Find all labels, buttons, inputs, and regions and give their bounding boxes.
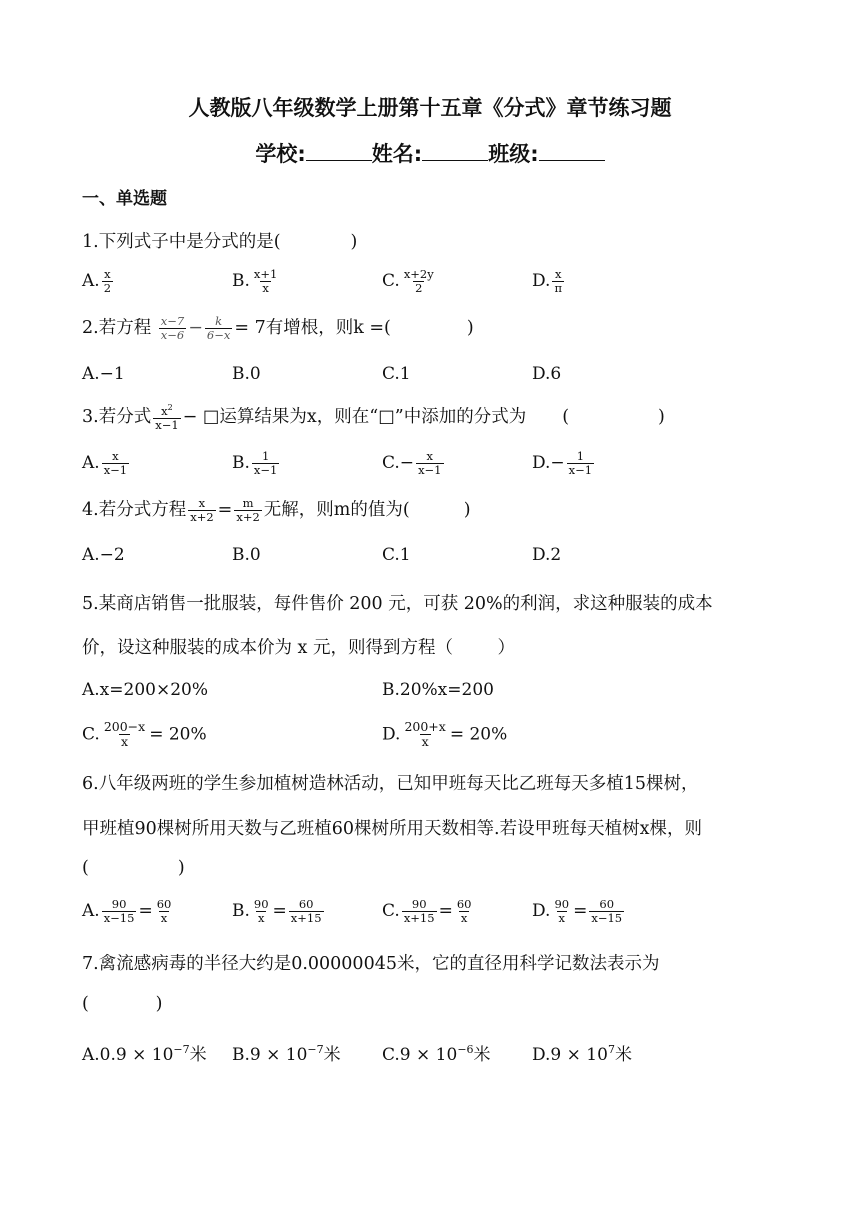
q6-option-c[interactable] [382, 898, 475, 925]
fraction [188, 497, 215, 524]
option-base: C.9 × 10 [382, 1045, 458, 1065]
denominator: x−1 [253, 463, 278, 478]
equals-sign: = [138, 901, 153, 922]
option-label: C.− [382, 453, 415, 474]
denominator: x+2 [190, 510, 214, 524]
option-rhs: = 20% [149, 724, 207, 745]
option-label: B. [232, 453, 250, 474]
fraction [252, 450, 279, 477]
q7-option-d[interactable] [532, 1040, 632, 1065]
q7-option-c[interactable] [382, 1040, 491, 1065]
fraction [289, 898, 324, 925]
q5-option-d[interactable] [382, 720, 507, 750]
option-base: B.9 × 10 [232, 1045, 308, 1065]
question-7-line-2: ( ) [82, 994, 163, 1014]
document-title: 人教版八年级数学上册第十五章《分式》章节练习题 [188, 96, 672, 120]
fraction [252, 898, 271, 925]
denominator: 2 [415, 281, 423, 296]
question-1-stem [82, 228, 357, 253]
section-heading: 一、单选题 [82, 189, 167, 209]
denominator: x−15 [103, 911, 135, 926]
q5-option-b[interactable]: B.20%x=200 [382, 680, 494, 700]
option-base: A.0.9 × 10 [82, 1045, 174, 1065]
q1-close-paren: ) [350, 232, 358, 252]
numerator: k [215, 313, 223, 328]
fraction [155, 898, 174, 925]
denominator: 6−x [206, 328, 231, 342]
name-blank[interactable] [422, 142, 488, 161]
fraction [567, 450, 594, 477]
numerator: x [112, 449, 119, 463]
option-label: A. [82, 453, 100, 474]
unit: 米 [614, 1045, 632, 1065]
denominator: x−15 [591, 911, 623, 926]
fraction [552, 268, 564, 295]
numerator [159, 403, 175, 418]
denominator: x−1 [103, 463, 128, 478]
q7-option-a[interactable] [82, 1040, 207, 1065]
class-label: 班级: [488, 142, 539, 166]
fraction [234, 497, 261, 524]
option-label: C. [82, 724, 100, 745]
option-base: D.9 × 10 [532, 1045, 608, 1065]
option-label: D.− [532, 453, 565, 474]
denominator: x−6 [160, 328, 185, 342]
class-blank[interactable] [539, 142, 605, 161]
question-3-stem [82, 403, 665, 432]
fraction [402, 720, 447, 750]
numerator: x [104, 267, 111, 281]
numerator: m [242, 495, 254, 510]
fraction [589, 898, 624, 925]
q3-option-b[interactable] [232, 450, 281, 477]
numerator: 200−x [103, 719, 146, 734]
q2-option-b[interactable]: B.0 [232, 364, 261, 384]
q2-option-d[interactable]: D.6 [532, 364, 562, 384]
numerator: 60 [298, 897, 314, 911]
q2-close-paren: ) [466, 318, 474, 338]
fraction [205, 315, 232, 342]
exponent: −6 [457, 1043, 474, 1056]
question-7-line-1: 7.禽流感病毒的半径大约是0.00000045米，它的直径用科学记数法表示为 [82, 954, 660, 974]
q6-option-a[interactable] [82, 898, 175, 925]
denominator: x [257, 911, 265, 926]
base: x [161, 404, 168, 418]
fraction [416, 450, 443, 477]
q6-option-b[interactable] [232, 898, 326, 925]
numerator: x−7 [160, 313, 185, 328]
question-6-line-3: ( ) [82, 858, 185, 878]
fraction [102, 898, 137, 925]
denominator: x [120, 734, 129, 750]
numerator: 60 [456, 897, 472, 911]
school-blank[interactable] [306, 142, 372, 161]
option-rhs: = 20% [449, 724, 508, 745]
denominator: π [554, 281, 562, 296]
exponent: −7 [307, 1043, 324, 1056]
minus-sign: − [188, 318, 203, 338]
school-label: 学校: [255, 142, 306, 166]
q2-option-a[interactable]: A.−1 [82, 364, 125, 384]
q3-text-a: 3.若分式 [82, 407, 152, 428]
q6-option-d[interactable] [532, 898, 626, 925]
question-6-line-2: 甲班植90棵树所用天数与乙班植60棵树所用天数相等.若设甲班每天植树x棵，则 [82, 819, 702, 839]
exponent: 7 [607, 1043, 615, 1056]
unit: 米 [323, 1045, 341, 1065]
exponent: 2 [167, 403, 173, 412]
option-label: D. [532, 271, 551, 292]
denominator: x [262, 281, 269, 296]
q3-answer-paren: ( ) [562, 407, 665, 428]
numerator: 90 [253, 897, 269, 911]
fraction [102, 450, 129, 477]
equals-sign: = [438, 901, 453, 922]
unit: 米 [473, 1045, 491, 1065]
denominator: x [460, 911, 468, 926]
q3-option-d[interactable] [532, 450, 596, 477]
q5-option-c[interactable] [82, 720, 207, 750]
q1-option-c[interactable] [382, 268, 438, 295]
exponent: −7 [173, 1043, 190, 1056]
equals-sign: = [217, 500, 233, 520]
q1-option-d[interactable] [532, 268, 566, 295]
denominator: x+15 [403, 911, 435, 926]
fraction [552, 898, 571, 925]
option-label: A. [82, 901, 100, 922]
option-label: D. [382, 724, 401, 745]
fraction [252, 268, 279, 295]
denominator: x−1 [568, 463, 593, 478]
numerator: x [198, 495, 206, 510]
q3-text-b: − □运算结果为x，则在“□”中添加的分式为 [182, 407, 527, 428]
q4-option-c[interactable]: C.1 [382, 545, 411, 565]
denominator: x−1 [155, 418, 179, 433]
fraction [402, 268, 436, 295]
numerator: x+1 [253, 267, 278, 281]
q4-text-b: 无解，则m的值为( [263, 500, 410, 520]
fraction [102, 720, 147, 750]
q4-option-b[interactable]: B.0 [232, 545, 261, 565]
question-2-stem [82, 314, 474, 342]
fraction [159, 315, 186, 342]
q4-option-a[interactable]: A.−2 [82, 545, 125, 565]
numerator: x+2y [403, 267, 434, 281]
q1-text: 1.下列式子中是分式的是( [82, 232, 281, 252]
q1-option-a[interactable] [82, 268, 115, 295]
numerator: 1 [261, 449, 270, 463]
q2-option-c[interactable]: C.1 [382, 364, 411, 384]
numerator: 90 [111, 897, 127, 911]
q2-text-a: 2.若方程 [82, 318, 152, 338]
numerator: 60 [599, 897, 615, 911]
equals-sign: = [272, 901, 287, 922]
student-info-line [0, 138, 860, 168]
numerator: x [554, 267, 562, 281]
q4-option-d[interactable]: D.2 [532, 545, 562, 565]
q1-option-b[interactable] [232, 268, 281, 295]
q2-text-b: = 7有增根，则k =( [234, 318, 391, 338]
question-5-line-1: 5.某商店销售一批服装，每件售价 200 元，可获 20%的利润，求这种服装的成本 [82, 594, 713, 614]
numerator: 90 [411, 897, 427, 911]
question-6-line-1: 6.八年级两班的学生参加植树造林活动，已知甲班每天比乙班每天多植15棵树， [82, 774, 699, 794]
q7-option-b[interactable] [232, 1040, 341, 1065]
option-label: D. [532, 901, 551, 922]
fraction [455, 898, 474, 925]
fraction [102, 268, 113, 295]
option-label: C. [382, 271, 400, 292]
unit: 米 [189, 1045, 207, 1065]
numerator: 60 [156, 897, 172, 911]
option-label: A. [82, 271, 100, 292]
denominator: 2 [103, 281, 112, 296]
numerator: 90 [554, 897, 570, 911]
option-label: B. [232, 901, 250, 922]
denominator: x+2 [236, 510, 260, 524]
fraction [402, 898, 437, 925]
numerator: 200+x [404, 719, 446, 734]
question-4-stem [82, 496, 471, 524]
question-5-line-2: 价，设这种服装的成本价为 x 元，则得到方程（ ） [82, 638, 515, 658]
denominator: x [160, 911, 168, 926]
numerator: x [426, 449, 434, 463]
denominator: x−1 [418, 463, 442, 478]
q5-option-a[interactable]: A.x=200×20% [82, 680, 208, 700]
q3-option-c[interactable] [382, 450, 446, 477]
fraction [153, 403, 180, 432]
name-label: 姓名: [371, 142, 423, 166]
denominator: x+15 [290, 911, 322, 926]
option-label: C. [382, 901, 400, 922]
q4-text-a: 4.若分式方程 [82, 500, 187, 520]
q4-close-paren: ) [463, 500, 471, 520]
denominator: x [558, 911, 565, 926]
numerator: 1 [576, 449, 585, 463]
option-label: B. [232, 271, 250, 292]
denominator: x [421, 734, 429, 750]
q3-option-a[interactable] [82, 450, 131, 477]
equals-sign: = [573, 901, 588, 922]
